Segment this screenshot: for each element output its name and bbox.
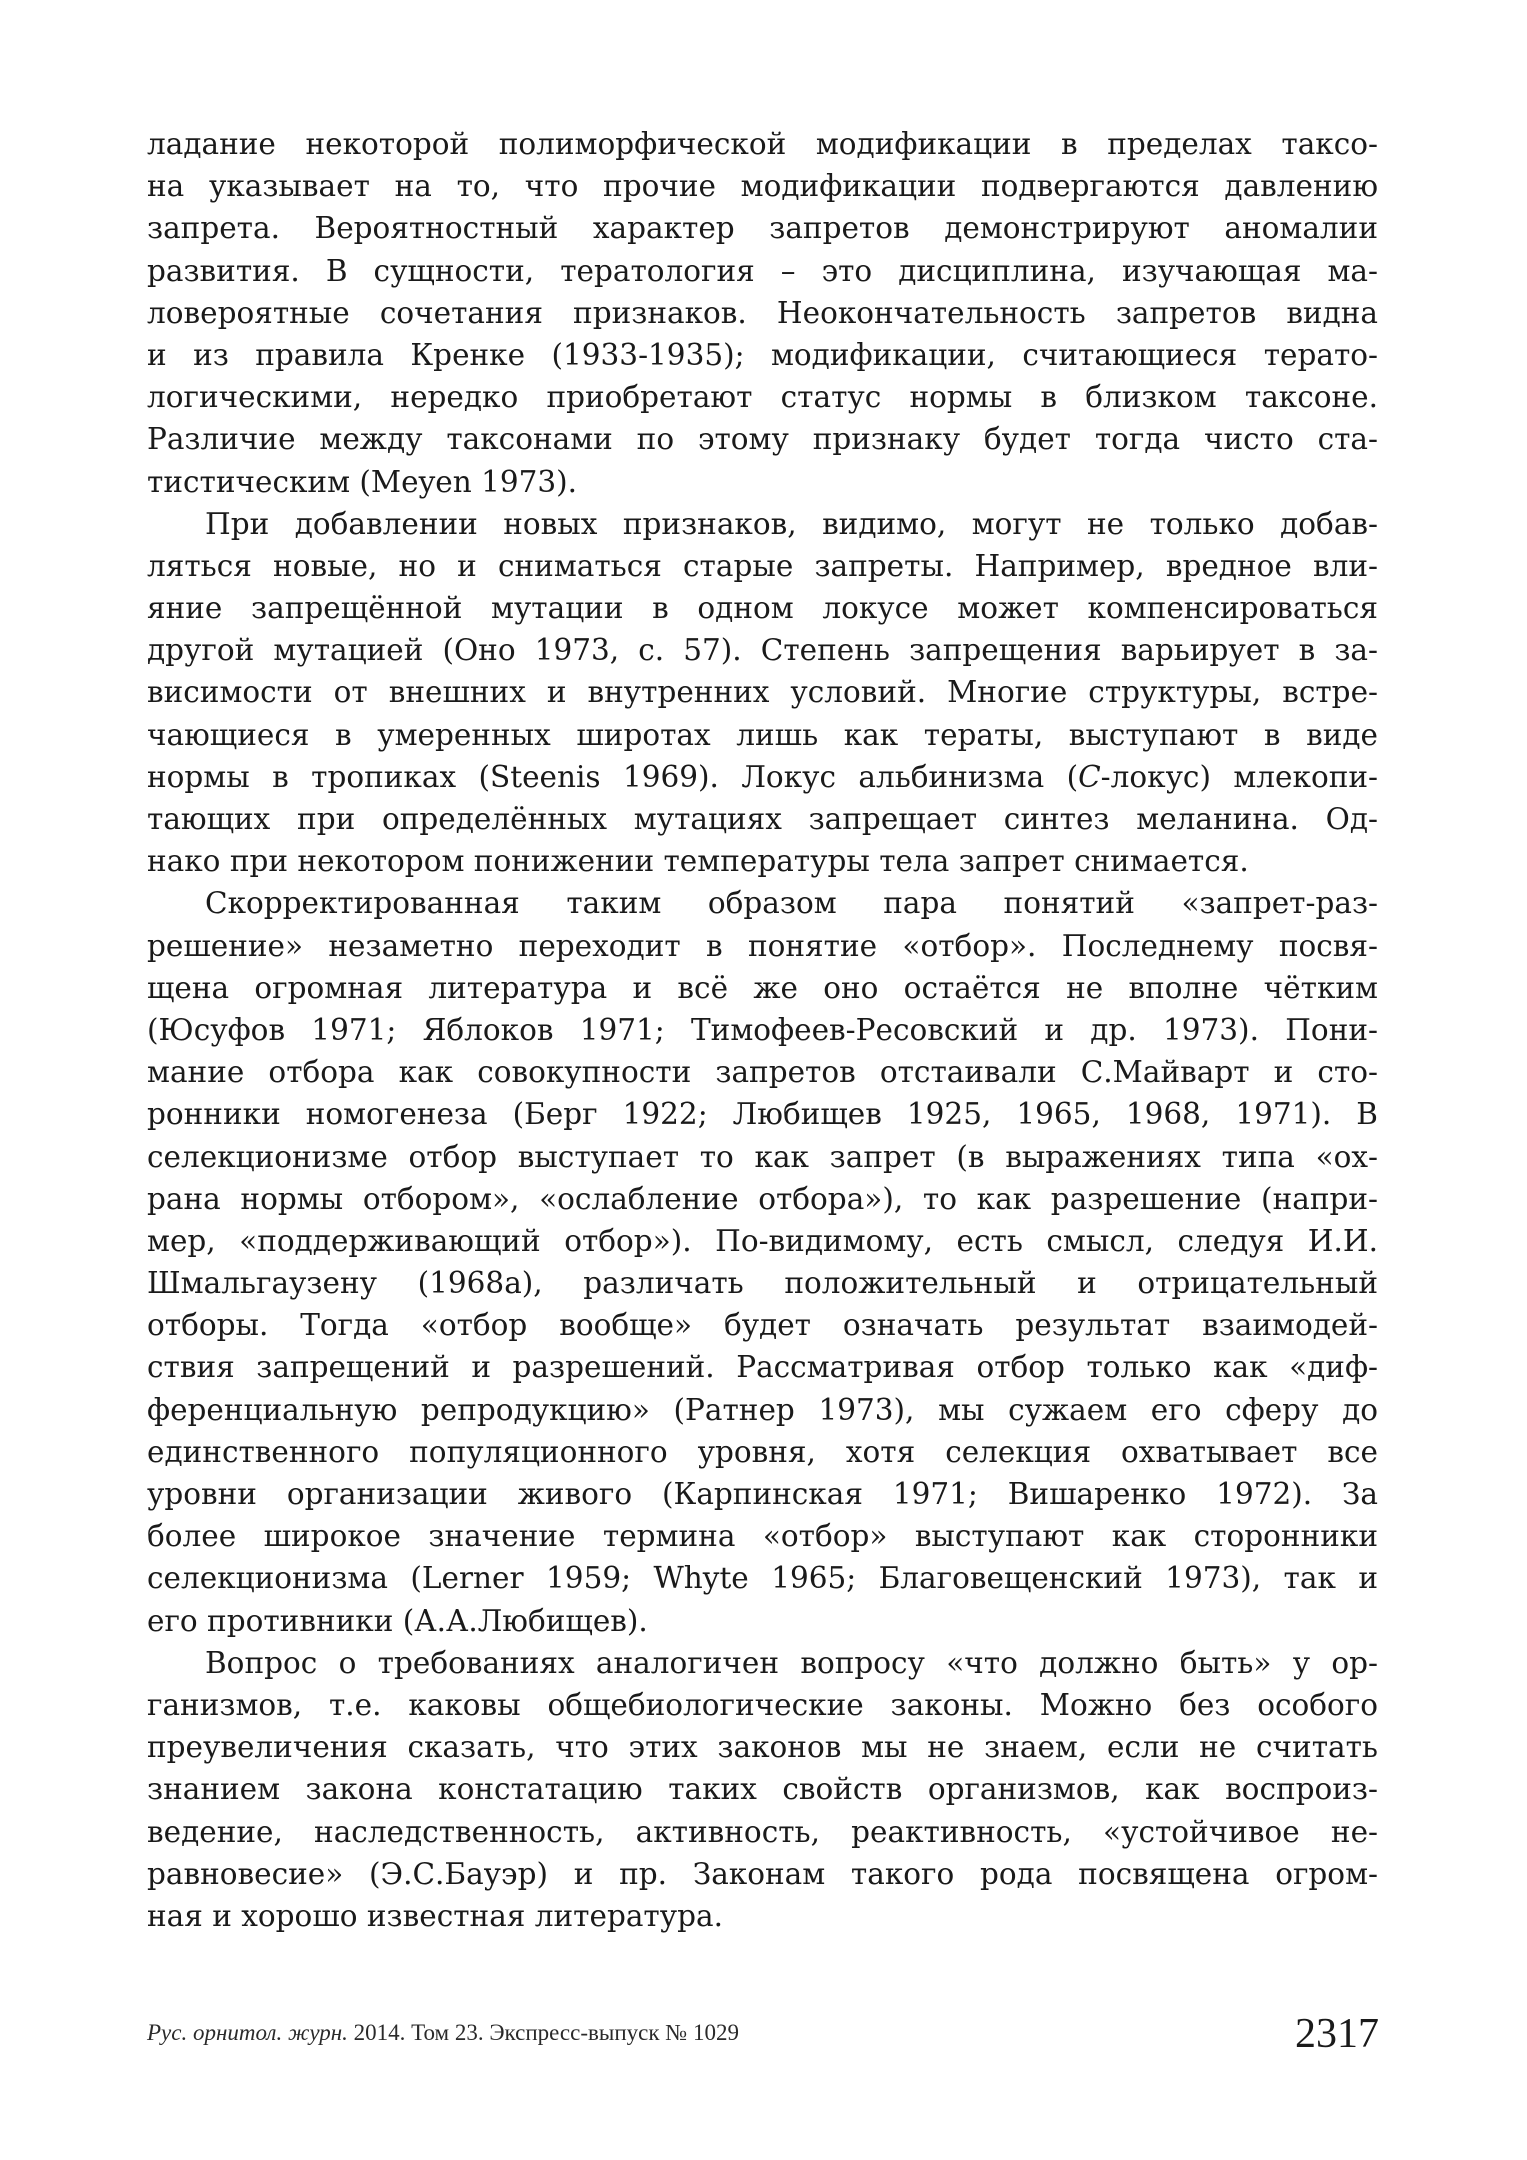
text-line: тистическим (Meyen 1973).: [147, 464, 578, 499]
text-line: чающиеся в умеренных широтах лишь как тераты, выступают в виде: [147, 717, 1378, 752]
text-line: запрета. Вероятностный характер запретов демонстрируют аномалии: [147, 211, 1378, 246]
text-line: Скорректированная таким образом пара понятий «запрет-раз-: [205, 886, 1378, 921]
text-line: ронники номогенеза (Берг 1922; Любищев 1925, 1965, 1968, 1971). В: [147, 1097, 1378, 1132]
text-line: яние запрещённой мутации в одном локусе может компенсироваться: [147, 591, 1378, 626]
text-line: ладание некоторой полиморфической модификации в пределах таксо-: [147, 127, 1378, 161]
text-line: на указывает на то, что прочие модификации подвергаются давлению: [147, 169, 1378, 204]
text-line: решение» незаметно переходит в понятие «отбор». Последнему посвя-: [147, 928, 1378, 963]
paragraph-4: [147, 1642, 1378, 1937]
text-line: единственного популяционного уровня, хотя селекция охватывает все: [147, 1434, 1378, 1469]
text-line: [147, 756, 1378, 798]
paragraph-1: [147, 123, 1378, 503]
text-line: Вопрос о требованиях аналогичен вопросу «что должно быть» у ор-: [205, 1645, 1378, 1680]
text-line: ференциальную репродукцию» (Ратнер 1973), мы сужаем его сферу до: [147, 1392, 1378, 1427]
text-line: и из правила Кренке (1933-1935); модификации, считающиеся терато-: [147, 337, 1378, 372]
text-line: мер, «поддерживающий отбор»). По-видимому, есть смысл, следуя И.И.: [147, 1223, 1378, 1258]
paragraph-3: [147, 882, 1378, 1641]
text-line: его противники (А.А.Любищев).: [147, 1603, 648, 1638]
text-line: мание отбора как совокупности запретов отстаивали С.Майварт и сто-: [147, 1055, 1378, 1090]
text-line: развития. В сущности, тератология – это дисциплина, изучающая ма-: [147, 253, 1378, 288]
paragraph-2: [147, 503, 1378, 883]
text-line: уровни организации живого (Карпинская 1971; Вишаренко 1972). За: [147, 1477, 1378, 1511]
text-line: другой мутацией (Оно 1973, с. 57). Степень запрещения варьирует в за-: [147, 633, 1378, 668]
text-line: (Юсуфов 1971; Яблоков 1971; Тимофеев-Ресовский и др. 1973). Пони-: [147, 1012, 1378, 1047]
text-line: селекционизма (Lerner 1959; Whyte 1965; Благовещенский 1973), так и: [147, 1561, 1378, 1596]
text-line: знанием закона констатацию таких свойств организмов, как воспроиз-: [147, 1772, 1378, 1807]
text-line: более широкое значение термина «отбор» выступают как сторонники: [147, 1519, 1378, 1554]
text-line: равновесие» (Э.С.Бауэр) и пр. Законам такого рода посвящена огром-: [147, 1856, 1378, 1891]
text-line: При добавлении новых признаков, видимо, могут не только добав-: [205, 506, 1378, 541]
text-line: Шмальгаузену (1968а), различать положительный и отрицательный: [147, 1266, 1378, 1301]
text-line: нако при некотором понижении температуры тела запрет снимается.: [147, 844, 1249, 879]
text-line: тающих при определённых мутациях запрещает синтез меланина. Од-: [147, 802, 1378, 836]
footer-citation: [147, 2020, 739, 2046]
issue-details: 2014. Том 23. Экспресс-выпуск № 1029: [347, 2020, 739, 2045]
text-line: ловероятные сочетания признаков. Неокончательность запретов видна: [147, 295, 1378, 330]
text-segment: -локус) млекопи-: [1100, 759, 1378, 794]
text-line: рана нормы отбором», «ослабление отбора»), то как разрешение (напри-: [147, 1181, 1378, 1216]
text-line: преувеличения сказать, что этих законов мы не знаем, если не считать: [147, 1730, 1378, 1765]
text-line: ведение, наследственность, активность, реактивность, «устойчивое не-: [147, 1814, 1378, 1849]
text-line: висимости от внешних и внутренних условий. Многие структуры, встре-: [147, 675, 1378, 710]
text-line: логическими, нередко приобретают статус нормы в близком таксоне.: [147, 380, 1378, 415]
text-line: ганизмов, т.е. каковы общебиологические законы. Можно без особого: [147, 1687, 1378, 1722]
page-number: 2317: [1295, 2011, 1379, 2057]
body-text: [147, 123, 1378, 1937]
text-line: ляться новые, но и сниматься старые запреты. Например, вредное вли-: [147, 548, 1378, 583]
text-line: ствия запрещений и разрешений. Рассматривая отбор только как «диф-: [147, 1350, 1378, 1385]
italic-gene-symbol: C: [1078, 759, 1101, 794]
text-line: селекционизме отбор выступает то как запрет (в выражениях типа «ох-: [147, 1139, 1378, 1174]
text-line: Различие между таксонами по этому признаку будет тогда чисто ста-: [147, 422, 1378, 457]
text-line: ная и хорошо известная литература.: [147, 1898, 723, 1933]
journal-abbreviation: Рус. орнитол. журн.: [147, 2020, 348, 2045]
text-line: отборы. Тогда «отбор вообще» будет означать результат взаимодей-: [147, 1308, 1378, 1343]
text-segment: нормы в тропиках (Steenis 1969). Локус альбинизма (: [147, 759, 1079, 794]
text-line: щена огромная литература и всё же оно остаётся не вполне чётким: [147, 970, 1378, 1005]
